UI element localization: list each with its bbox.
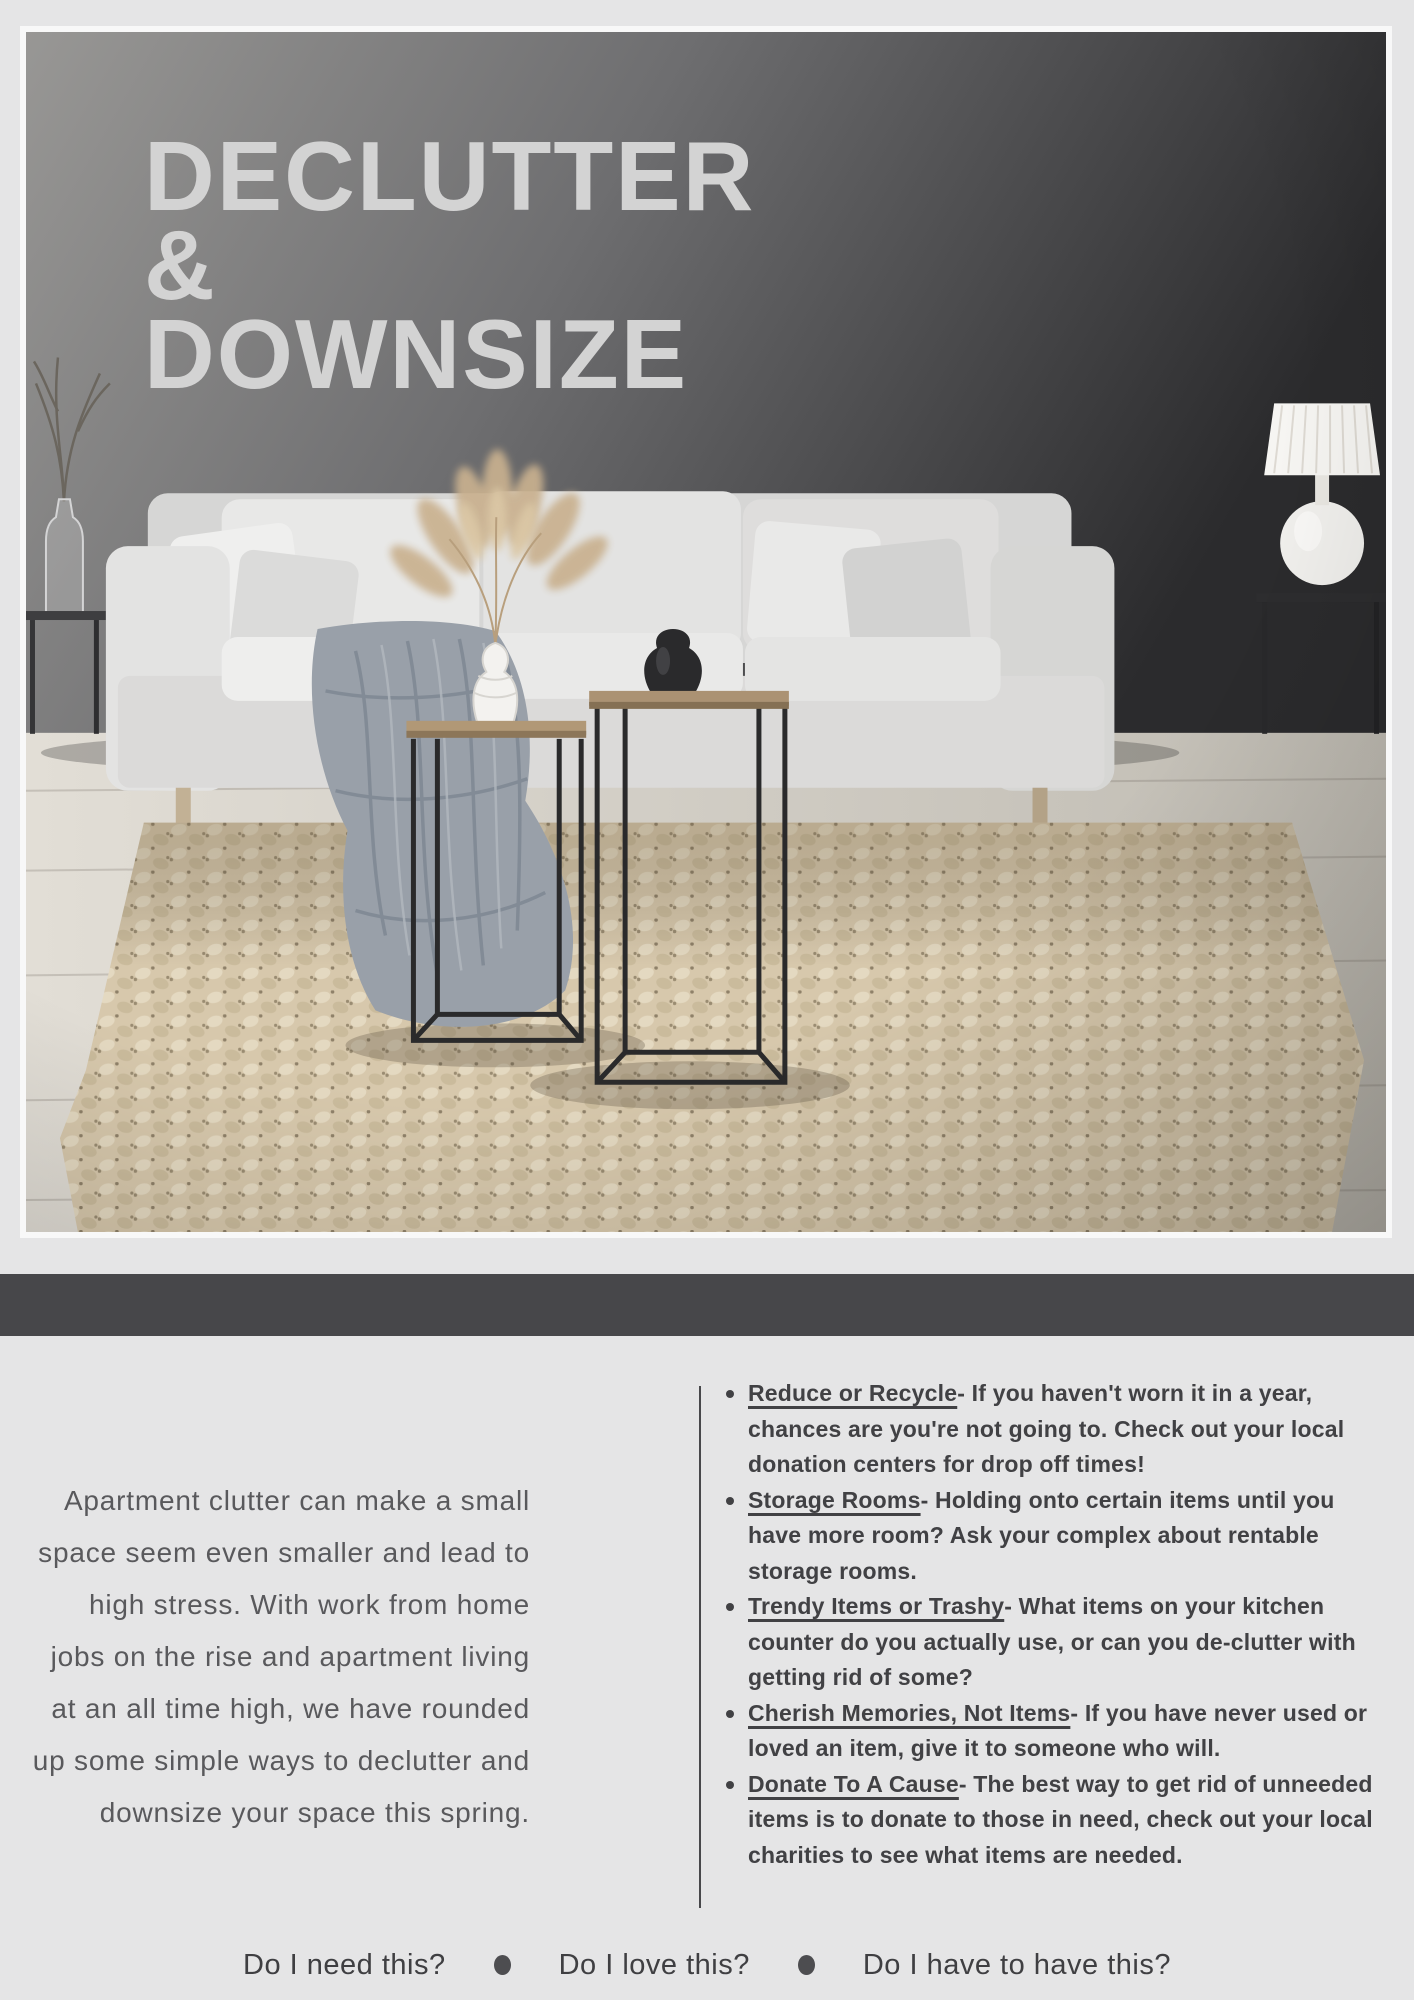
title-line-1: DECLUTTER xyxy=(144,121,756,231)
list-item xyxy=(724,1589,1384,1696)
checklist-question-love: Do I love this? xyxy=(558,1948,750,1981)
tip-body: - What items on your kitchen counter do you actually use, or can you de-clutter with getting rid of some? xyxy=(748,1593,1356,1690)
hero-photo-frame xyxy=(20,26,1392,1238)
checklist-row xyxy=(0,1938,1414,1992)
list-item xyxy=(724,1767,1384,1874)
intro-paragraph: Apartment clutter can make a small space seem even smaller and lead to high stress. With work from home jobs on the rise and apartment living at an all time high, we have rounded up some simple ways to declutter and downsize your space this spring. xyxy=(32,1485,530,1828)
column-divider-line xyxy=(699,1386,701,1908)
bullet-dot-icon xyxy=(726,1781,734,1789)
tip-body: - The best way to get rid of unneeded items is to donate to those in need, check out your local charities to see what items are needed. xyxy=(748,1770,1373,1868)
tip-label: Reduce or Recycle xyxy=(748,1380,958,1406)
separator-dot-icon xyxy=(798,1955,815,1975)
bullet-dot-icon xyxy=(726,1390,734,1398)
tip-label: Trendy Items or Trashy xyxy=(748,1593,1005,1619)
checklist-question-need: Do I need this? xyxy=(243,1948,446,1981)
bullet-dot-icon xyxy=(726,1603,734,1611)
list-item xyxy=(724,1376,1384,1483)
title-line-2: & xyxy=(144,210,217,320)
tips-list xyxy=(724,1376,1384,1873)
divider-band xyxy=(0,1274,1414,1336)
bullet-dot-icon xyxy=(726,1497,734,1505)
tip-body: - If you have never used or loved an item, give it to someone who will. xyxy=(748,1699,1368,1761)
list-item xyxy=(724,1696,1384,1767)
page-title xyxy=(144,121,756,409)
tip-label: Donate To A Cause xyxy=(748,1770,959,1797)
hero-photo xyxy=(26,32,1386,1232)
bullet-dot-icon xyxy=(726,1710,734,1718)
tip-label: Storage Rooms xyxy=(748,1486,921,1513)
list-item xyxy=(724,1483,1384,1590)
title-line-3: DOWNSIZE xyxy=(144,299,689,409)
separator-dot-icon xyxy=(494,1955,511,1975)
tip-body: - Holding onto certain items until you have more room? Ask your complex about rentable storage rooms. xyxy=(748,1486,1335,1584)
tip-label: Cherish Memories, Not Items xyxy=(748,1699,1071,1726)
tip-body: - If you haven't worn it in a year, chances are you're not going to. Check out your local donation centers for drop off times! xyxy=(748,1380,1345,1477)
checklist-question-have: Do I have to have this? xyxy=(862,1948,1171,1981)
